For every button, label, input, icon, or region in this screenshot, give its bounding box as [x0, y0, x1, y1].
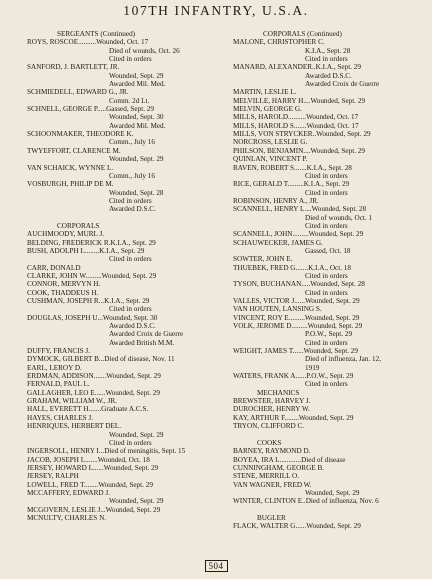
page-number-text: 504 — [205, 560, 228, 572]
roster-entry: MARTIN, LESLIE L. — [233, 88, 297, 97]
roster-entry: DUFFY, FRANCIS J. — [27, 347, 90, 356]
roster-note: Cited in orders — [305, 221, 348, 230]
roster-entry: CUNNINGHAM, GEORGE B. — [233, 463, 325, 472]
roster-entry: VINCENT, ROY E.........Wounded, Sept. 29 — [233, 313, 360, 322]
roster-entry: SCHAUWECKER, JAMES G. — [233, 238, 323, 247]
roster-note: Cited in orders — [109, 255, 152, 264]
spacer — [27, 214, 231, 222]
roster-entry: WINTER, CLINTON E..Died of influenza, Nov. 6 — [233, 497, 379, 506]
roster-note: Died of wounds, Oct. 26 — [109, 46, 180, 55]
roster-entry: KAY, ARTHUR F........Wounded, Sept. 29 — [233, 413, 354, 422]
roster-note: Comm. 2d Lt. — [109, 96, 150, 105]
roster-entry: QUINLAN, VINCENT P. — [233, 155, 308, 164]
roster-note: Wounded, Sept. 29 — [109, 497, 164, 506]
roster-entry: SCHMIEDELL, EDWARD G., JR. — [27, 88, 129, 97]
section-heading: COOKS — [257, 438, 282, 447]
roster-entry: HALL, EVERETT H.......Graduate A.C.S. — [27, 405, 149, 414]
roster-note: Wounded, Sept. 28 — [109, 188, 164, 197]
roster-entry: NORCROSS, LESLIE G. — [233, 138, 308, 147]
roster-entry: VOSBURGH, PHILIP DE M. — [27, 180, 114, 189]
roster-entry: HENRIQUES, HERBERT DEL. — [27, 422, 122, 431]
roster-entry: TWYEFFORT, CLARENCE M. — [27, 146, 121, 155]
roster-note: Awarded Mil. Med. — [109, 80, 166, 89]
roster-note: Cited in orders — [305, 338, 348, 347]
roster-entry: BUSH, ADOLPH L........K.I.A., Sept. 29 — [27, 246, 145, 255]
roster-entry: MILLS, VON STRYCKER..Wounded, Sept. 29 — [233, 130, 371, 139]
roster-entry: WATERS, FRANK A......P.O.W., Sept. 29 — [233, 372, 354, 381]
roster-entry: CONNOR, MERVYN H. — [27, 280, 101, 289]
roster-entry: THUEBEK, FRED G.......K.I.A., Oct. 18 — [233, 263, 351, 272]
section-heading: CORPORALS (Continued) — [263, 30, 342, 38]
spacer — [233, 506, 425, 514]
roster-note: P.O.W., Sept. 29 — [305, 330, 353, 339]
roster-note: Wounded, Sept. 29 — [109, 430, 164, 439]
roster-entry: CUSHMAN, JOSEPH R...K.I.A., Sept. 29 — [27, 297, 150, 305]
roster-entry: DOUGLAS, JOSEPH U...Wounded, Sept. 30 — [27, 313, 158, 322]
roster-note: Cited in orders — [109, 55, 152, 64]
roster-note: Cited in orders — [305, 288, 348, 297]
roster-note: Cited in orders — [305, 271, 348, 280]
roster-note: Cited in orders — [109, 438, 152, 447]
page-number — [0, 561, 432, 571]
roster-entry: BOYEA, IRA L............Died of disease — [233, 455, 346, 464]
roster-entry: VAN SCHAICK, WYNNE L. — [27, 163, 114, 172]
roster-entry: MCGOVERN, LESLIE J...Wounded, Sept. 29 — [27, 505, 161, 514]
roster-entry: MILLS, HAROLD S.......Wounded, Oct. 17 — [233, 121, 359, 130]
roster-entry: VALLES, VICTOR J......Wounded, Sept. 29 — [233, 297, 360, 305]
roster-entry: MCCAFFERY, EDWARD J. — [27, 488, 110, 497]
roster-note: Cited in orders — [109, 196, 152, 205]
roster-note: K.I.A., Sept. 28 — [305, 46, 351, 55]
roster-entry: MCNULTY, CHARLES N. — [27, 513, 107, 522]
roster-entry: SCANNELL, HENRY L....Wounded, Sept. 28 — [233, 205, 367, 214]
roster-entry: SANFORD, J. BARTLETT, JR. — [27, 63, 120, 72]
page-title: 107TH INFANTRY, U.S.A. — [123, 3, 309, 18]
roster-entry: GALLAGHER, LEO E......Wounded, Sept. 29 — [27, 388, 160, 397]
roster-note: Cited in orders — [305, 171, 348, 180]
spacer — [233, 431, 425, 439]
roster-entry: TRYON, CLIFFORD C. — [233, 422, 305, 431]
roster-note: Cited in orders — [305, 380, 348, 389]
roster-note: Died of wounds, Oct. 1 — [305, 213, 373, 222]
roster-note: Wounded, Sept. 30 — [109, 113, 164, 122]
roster-note: Cited in orders — [305, 55, 348, 64]
section-heading: SERGEANTS (Continued) — [57, 30, 136, 38]
section-heading: BUGLER — [257, 513, 286, 522]
roster-note: Wounded, Sept. 29 — [109, 155, 164, 164]
roster-entry: WEIGHT, JAMES T......Wounded, Sept. 29 — [233, 347, 358, 356]
roster-entry: MELVIN, GEORGE G. — [233, 105, 302, 114]
roster-entry: SCHNELL, GEORGE P.....Gassed, Sept. 29 — [27, 105, 154, 114]
roster-note: 1919 — [305, 363, 320, 372]
roster-entry: CLARKE, JOHN W.........Wounded, Sept. 29 — [27, 271, 157, 280]
roster-entry: MALONE, CHRISTOPHER C. — [233, 38, 325, 47]
roster-note: Awarded D.S.C. — [305, 71, 352, 80]
roster-entry: JACOB, JOSEPH L.......Wounded, Oct. 18 — [27, 455, 150, 464]
left-column — [27, 30, 231, 522]
roster-note: Died of influenza, Jan. 12, — [305, 355, 382, 364]
roster-note: Wounded, Sept. 29 — [305, 488, 360, 497]
roster-entry: MANARD, ALEXANDER..K.I.A., Sept. 29 — [233, 63, 361, 72]
section-heading: MECHANICS — [257, 388, 300, 397]
roster-note: Awarded D.S.C. — [109, 322, 156, 331]
roster-entry: ROYS, ROSCOE..........Wounded, Oct. 17 — [27, 38, 149, 47]
roster-entry: VAN HOUTEN, LANSING S. — [233, 305, 322, 314]
roster-note: Cited in orders — [305, 188, 348, 197]
roster-note: Awarded Mil. Med. — [109, 121, 166, 130]
roster-entry: AUCHMOODY, MURL J. — [27, 230, 105, 239]
roster-note: Awarded Croix de Guerre — [305, 80, 380, 89]
roster-entry: FLACK, WALTER G......Wounded, Sept. 29 — [233, 522, 361, 531]
roster-entry: CARR, DONALD — [27, 263, 81, 272]
roster-entry: LOWELL, FRED T........Wounded, Sept. 29 — [27, 480, 153, 489]
roster-entry: BARNEY, RAYMOND D. — [233, 447, 311, 456]
roster-note: Awarded Croix de Guerre — [109, 330, 184, 339]
roster-note: Wounded, Sept. 29 — [109, 71, 164, 80]
roster-entry: PHILSON, BENJAMIN....Wounded, Sept. 29 — [233, 146, 365, 155]
roster-entry: INGERSOLL, HENRY I...Died of meningitis, Sept. 15 — [27, 447, 186, 456]
roster-entry: MILLS, HAROLD..........Wounded, Oct. 17 — [233, 113, 359, 122]
roster-entry: RAVEN, ROBERT S.......K.I.A., Sept. 28 — [233, 163, 352, 172]
roster-entry: ERDMAN, ADDISON.......Wounded, Sept. 29 — [27, 372, 161, 381]
roster-entry: FERNALD, PAUL L. — [27, 380, 90, 389]
roster-entry: SCHOONMAKER, THEODORE K. — [27, 130, 134, 139]
roster-entry: TYSON, BUCHANAN.....Wounded, Sept. 28 — [233, 280, 365, 289]
roster-entry: HAYES, CHARLES J. — [27, 413, 94, 422]
roster-entry: BREWSTER, HARVEY J. — [233, 397, 311, 406]
roster-note: Comm., July 16 — [109, 138, 155, 147]
roster-entry: VAN WAGNER, FRED W. — [233, 480, 312, 489]
roster-entry: EARL, LEROY D. — [27, 363, 82, 372]
roster-entry: SCANNELL, JOHN.........Wounded, Sept. 29 — [233, 230, 364, 239]
roster-entry: MELVILLE, HARRY H....Wounded, Sept. 29 — [233, 96, 366, 105]
roster-entry: DUROCHER, HENRY W. — [233, 405, 310, 414]
roster-entry: GRAHAM, WILLIAM W., JR. — [27, 397, 117, 406]
right-column — [233, 30, 425, 531]
roster-entry: COOK, THADDEUS H. — [27, 288, 99, 297]
roster-entry: JERSEY, HOWARD L......Wounded, Sept. 29 — [27, 463, 159, 472]
roster-entry: BELDING, FREDERICK R.K.I.A., Sept. 29 — [27, 238, 156, 247]
section-heading: CORPORALS — [57, 221, 100, 230]
roster-entry: DYMOCK, GILBERT B...Died of disease, Nov. 11 — [27, 355, 175, 364]
roster-entry: RICE, GERALD T.........K.I.A., Sept. 29 — [233, 180, 350, 189]
roster-entry: JERSEY, RALPH — [27, 472, 79, 481]
roster-entry: ROBINSON, HENRY A., JR. — [233, 196, 319, 205]
roster-note: Gassed, Oct. 18 — [305, 246, 351, 255]
roster-note: Cited in orders — [109, 305, 152, 314]
roster-note: Comm., July 16 — [109, 171, 155, 180]
roster-entry: VOLK, JEROME D.........Wounded, Sept. 29 — [233, 322, 363, 331]
roster-note: Awarded British M.M. — [109, 338, 175, 347]
roster-note: Awarded D.S.C. — [109, 205, 156, 214]
roster-entry: SOWTER, JOHN E. — [233, 255, 293, 264]
roster-entry: STENE, MERRILL O. — [233, 472, 300, 481]
